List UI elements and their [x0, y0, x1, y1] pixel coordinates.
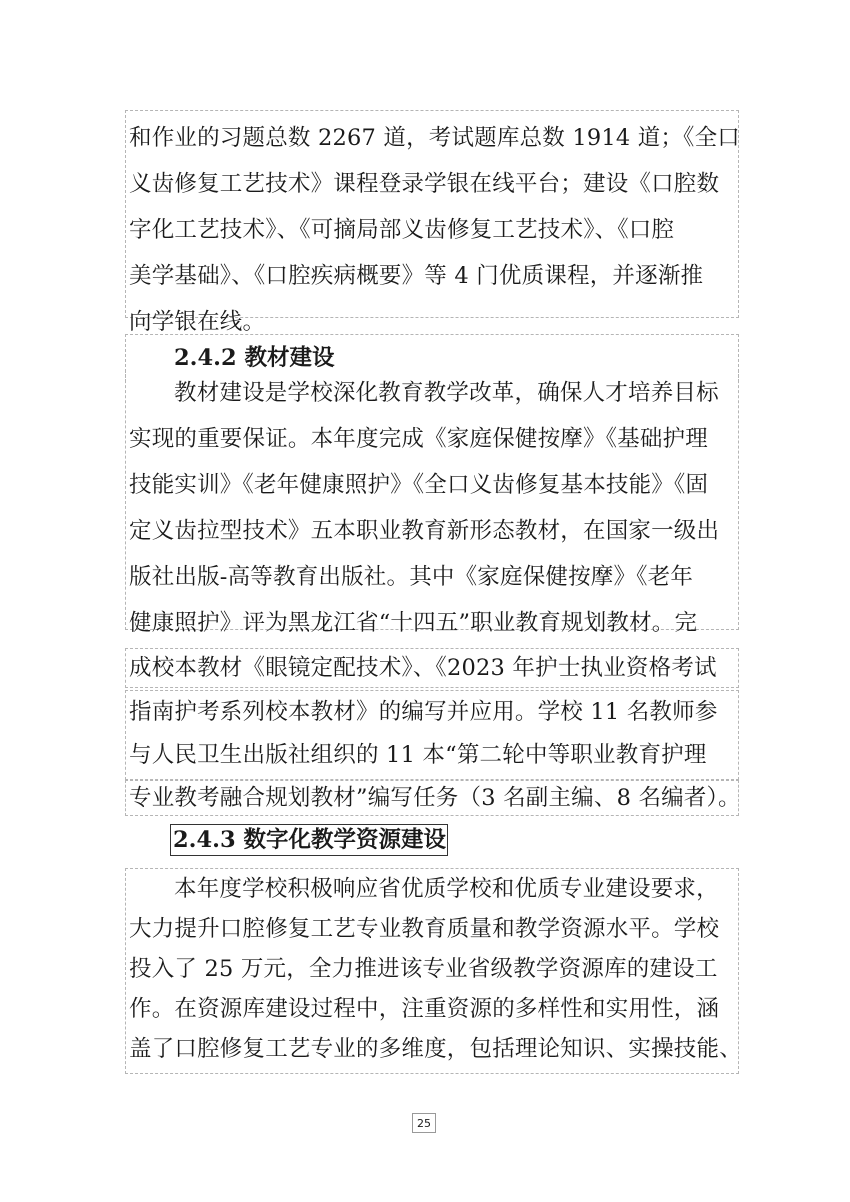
paragraph-digital-resources — [125, 868, 742, 1074]
text-line: 与人民卫生出版社组织的 11 本“第二轮中等职业教育护理 — [129, 742, 707, 768]
paragraph-textbook-construction — [125, 370, 739, 636]
section-heading-2-4-3: 2.4.3 数字化教学资源建设 — [173, 827, 446, 853]
page-number: 25 — [412, 1113, 436, 1133]
section-heading-2-4-2: 2.4.2 教材建设 — [174, 345, 335, 371]
text-line-box — [125, 648, 739, 688]
text-line: 实现的重要保证。本年度完成《家庭保健按摩》《基础护理 — [129, 426, 708, 452]
text-line-box — [125, 690, 739, 780]
text-line: 作。在资源库建设过程中，注重资源的多样性和实用性，涵 — [129, 996, 720, 1022]
text-line: 专业教考融合规划教材”编写任务（3 名副主编、8 名编者）。 — [129, 785, 741, 811]
text-line: 定义齿拉型技术》五本职业教育新形态教材，在国家一级出 — [129, 518, 720, 544]
text-line: 版社出版-高等教育出版社。其中《家庭保健按摩》《老年 — [129, 564, 694, 590]
text-line: 投入了 25 万元，全力推进该专业省级教学资源库的建设工 — [129, 956, 718, 982]
text-line: 本年度学校积极响应省优质学校和优质专业建设要求， — [174, 876, 719, 902]
paragraph-continued — [125, 110, 740, 335]
text-line-box — [125, 780, 739, 816]
text-line: 义齿修复工艺技术》课程登录学银在线平台；建设《口腔数 — [129, 171, 720, 197]
text-line: 盖了口腔修复工艺专业的多维度，包括理论知识、实操技能、 — [129, 1036, 742, 1062]
text-line: 字化工艺技术》、《可摘局部义齿修复工艺技术》、《口腔 — [129, 217, 675, 243]
text-line: 向学银在线。 — [129, 309, 266, 335]
text-line: 教材建设是学校深化教育教学改革，确保人才培养目标 — [174, 380, 719, 406]
text-line: 大力提升口腔修复工艺专业教育质量和教学资源水平。学校 — [129, 916, 720, 942]
section-heading-block — [170, 824, 448, 856]
text-line: 成校本教材《眼镜定配技术》、《2023 年护士执业资格考试 — [129, 655, 717, 681]
text-line: 技能实训》《老年健康照护》《全口义齿修复基本技能》《固 — [129, 472, 709, 498]
text-line: 和作业的习题总数 2267 道，考试题库总数 1914 道；《全口 — [129, 125, 740, 151]
text-line: 指南护考系列校本教材》的编写并应用。学校 11 名教师参 — [129, 699, 718, 725]
text-line: 美学基础》、《口腔疾病概要》等 4 门优质课程，并逐渐推 — [129, 263, 704, 289]
text-line: 健康照护》评为黑龙江省“十四五”职业教育规划教材。完 — [129, 610, 698, 636]
